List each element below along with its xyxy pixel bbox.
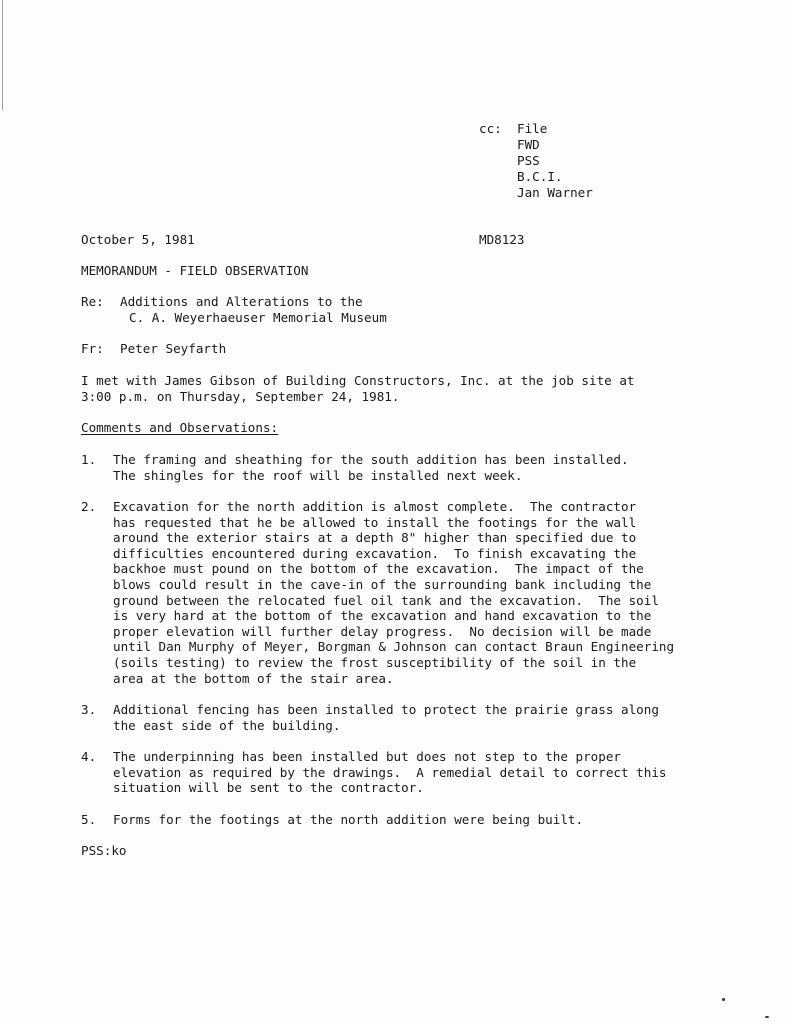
- item-line: backhoe must pound on the bottom of the excavation. The impact of the: [113, 561, 644, 577]
- item-line: situation will be sent to the contractor.: [113, 780, 424, 796]
- cc-recipient: Jan Warner: [517, 185, 593, 200]
- scan-edge-mark: [2, 0, 3, 110]
- item-line: is very hard at the bottom of the excavation and hand excavation to the: [113, 608, 652, 624]
- scan-speck: [722, 998, 725, 1001]
- item-line: Additional fencing has been installed to protect the prairie grass along: [113, 702, 659, 717]
- item-line: proper elevation will further delay progress. No decision will be made: [113, 623, 652, 639]
- item-body: [113, 812, 713, 828]
- item-body: [113, 499, 713, 686]
- intro-line-2: 3:00 p.m. on Thursday, September 24, 1981.: [81, 389, 400, 404]
- item-body: [113, 702, 713, 733]
- item-number: 3.: [81, 702, 97, 717]
- re-line-2: C. A. Weyerhaeuser Memorial Museum: [129, 310, 387, 325]
- memo-title: MEMORANDUM - FIELD OBSERVATION: [81, 263, 309, 278]
- item-line: around the exterior stairs at a depth 8" higher than specified due to: [113, 530, 637, 546]
- comments-heading: Comments and Observations:: [81, 420, 279, 435]
- cc-recipient: File: [517, 121, 548, 136]
- item-line: ground between the relocated fuel oil tank and the excavation. The soil: [113, 592, 659, 608]
- fr-name: Peter Seyfarth: [120, 341, 227, 356]
- item-line: the east side of the building.: [113, 717, 341, 733]
- item-line: until Dan Murphy of Meyer, Borgman & Johnson can contact Braun Engineering: [113, 639, 675, 655]
- item-line: The shingles for the roof will be installed next week.: [113, 467, 523, 483]
- item-line: Forms for the footings at the north addition were being built.: [113, 812, 584, 827]
- item-number: 1.: [81, 452, 97, 467]
- memo-ref-code: MD8123: [479, 232, 525, 247]
- item-line: (soils testing) to review the frost susceptibility of the soil in the: [113, 654, 637, 670]
- item-line: difficulties encountered during excavation. To finish excavating the: [113, 545, 637, 561]
- item-line: has requested that he be allowed to install the footings for the wall: [113, 514, 637, 530]
- cc-recipient: B.C.I.: [517, 169, 563, 184]
- item-line: Excavation for the north addition is almost complete. The contractor: [113, 499, 637, 514]
- item-line: blows could result in the cave-in of the surrounding bank including the: [113, 576, 652, 592]
- fr-label: Fr:: [81, 341, 104, 356]
- cc-recipient: PSS: [517, 153, 540, 168]
- item-line: elevation as required by the drawings. A remedial detail to correct this: [113, 764, 667, 780]
- item-line: The framing and sheathing for the south addition has been installed.: [113, 452, 629, 467]
- item-number: 5.: [81, 812, 97, 827]
- item-number: 4.: [81, 749, 97, 764]
- item-line: area at the bottom of the stair area.: [113, 670, 394, 686]
- cc-label: cc:: [479, 121, 502, 136]
- item-body: [113, 749, 713, 796]
- item-number: 2.: [81, 499, 97, 514]
- memo-date: October 5, 1981: [81, 232, 195, 247]
- item-body: [113, 452, 713, 483]
- scan-speck: [765, 1016, 769, 1018]
- cc-recipient: FWD: [517, 137, 540, 152]
- signoff-initials: PSS:ko: [81, 843, 127, 858]
- item-line: The underpinning has been installed but does not step to the proper: [113, 749, 621, 764]
- intro-line-1: I met with James Gibson of Building Constructors, Inc. at the job site at: [81, 373, 635, 388]
- cc-recipient-list: [517, 121, 593, 201]
- re-line-1: Additions and Alterations to the: [120, 294, 363, 309]
- re-label: Re:: [81, 294, 104, 309]
